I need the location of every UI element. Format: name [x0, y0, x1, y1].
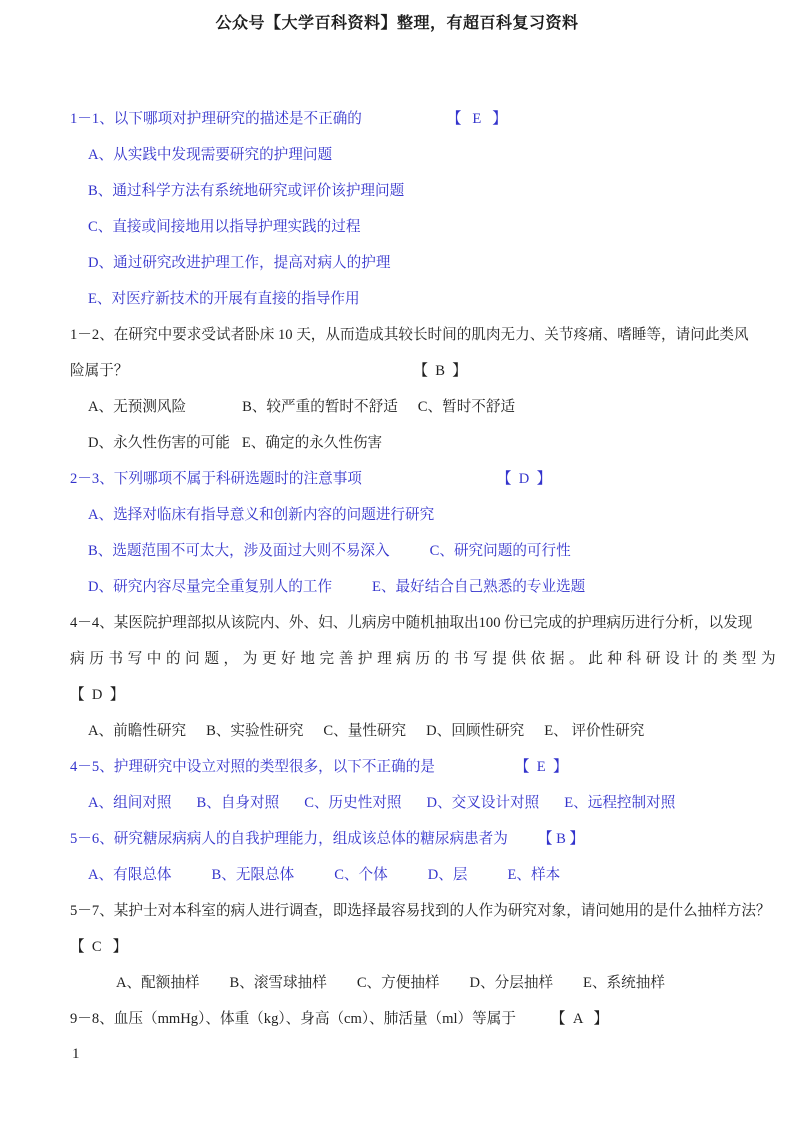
question-5-6-stem: 5－6、研究糖尿病病人的自我护理能力，组成该总体的糖尿病患者为: [70, 831, 508, 847]
question-5-7-option-e: E、系统抽样: [583, 975, 665, 991]
question-4-4-option-b: B、实验性研究: [206, 723, 304, 739]
question-1-1-stem: 1－1、以下哪项对护理研究的描述是不正确的: [70, 111, 362, 127]
question-2-3-option-e: E、最好结合自己熟悉的专业选题: [372, 579, 586, 595]
question-2-3-options-row-3: [70, 569, 776, 605]
question-4-4-option-d: D、回顾性研究: [426, 723, 525, 739]
question-1-1-option-b: B、通过科学方法有系统地研究或评价该护理问题: [88, 183, 405, 199]
question-2-3-answer-box: 【 D 】: [496, 471, 552, 487]
question-5-6-stem-line: [70, 821, 776, 857]
question-2-3-option-d: D、研究内容尽量完全重复别人的工作: [88, 579, 333, 595]
question-5-7-option-b: B、滚雪球抽样: [229, 975, 327, 991]
question-1-2-options-row-1: [70, 389, 776, 425]
question-4-5-option-d: D、交叉设计对照: [426, 795, 540, 811]
question-5-6-answer-box: 【 B 】: [537, 831, 585, 847]
question-1-2-options-row-2: [70, 425, 776, 461]
question-4-4-option-c: C、量性研究: [323, 723, 407, 739]
question-4-5-option-a: A、组间对照: [88, 795, 172, 811]
question-1-2-stem-line-1: 1－2、在研究中要求受试者卧床 10 天，从而造成其较长时间的肌肉无力、关节疼痛、嗜睡等，请问此类风: [70, 327, 749, 343]
question-4-4-option-e: E、 评价性研究: [544, 723, 645, 739]
question-5-6-options-row: [70, 857, 776, 893]
page-header: 公众号【大学百科资料】整理，有超百科复习资料: [215, 15, 579, 32]
question-5-7-option-d: D、分层抽样: [469, 975, 554, 991]
question-9-8-answer-box: 【 A 】: [550, 1011, 609, 1027]
question-1-2-answer-box: 【 B 】: [413, 363, 467, 379]
question-4-5-stem-line: [70, 749, 776, 785]
question-5-7-option-a: A、配额抽样: [116, 975, 200, 991]
question-5-7-answer-box: 【 C 】: [70, 939, 128, 955]
question-1-1-stem-line: [70, 101, 776, 137]
question-5-7-stem-line: 5－7、某护士对本科室的病人进行调查，即选择最容易找到的人作为研究对象，请问她用的是什么抽样方法？: [70, 903, 771, 919]
question-5-6-option-c: C、个体: [334, 867, 388, 883]
question-2-3-option-a: A、选择对临床有指导意义和创新内容的问题进行研究: [88, 507, 435, 523]
question-4-5-answer-box: 【 E 】: [514, 759, 568, 775]
page-number: 1: [72, 1046, 80, 1062]
question-5-6-option-b: B、无限总体: [211, 867, 295, 883]
question-1-2-option-c: C、暂时不舒适: [417, 399, 516, 415]
question-1-2-option-e: E、确定的永久性伤害: [241, 435, 383, 451]
question-4-5-option-e: E、远程控制对照: [564, 795, 676, 811]
question-2-3-options-row-2: [70, 533, 776, 569]
question-1-2-option-a: A、无预测风险: [88, 399, 187, 415]
question-5-7-option-c: C、方便抽样: [356, 975, 440, 991]
question-1-2-option-b: B、较严重的暂时不舒适: [242, 399, 398, 415]
question-1-1-option-d: D、通过研究改进护理工作，提高对病人的护理: [88, 255, 391, 271]
question-4-4-option-a: A、前瞻性研究: [88, 723, 187, 739]
question-list: [70, 101, 781, 1037]
question-1-2-stem-tail: 险属于？: [70, 363, 129, 379]
question-5-6-option-a: A、有限总体: [88, 867, 172, 883]
question-1-2-option-d: D、永久性伤害的可能: [88, 435, 230, 451]
question-4-4-answer-box: 【 D 】: [70, 687, 125, 703]
question-2-3-stem-line: [70, 461, 776, 497]
question-1-1-option-c: C、直接或间接地用以指导护理实践的过程: [88, 219, 361, 235]
question-2-3-stem: 2－3、下列哪项不属于科研选题时的注意事项: [70, 471, 362, 487]
question-4-5-options-row: [70, 785, 776, 821]
question-1-1-answer-box: 【 E 】: [446, 111, 507, 127]
question-9-8-stem: 9－8、血压（mmHg）、体重（kg）、身高（cm）、肺活量（ml）等属于: [70, 1011, 516, 1027]
question-5-7-options-row: [70, 965, 776, 1001]
question-4-5-stem: 4－5、护理研究中设立对照的类型很多，以下不正确的是: [70, 759, 435, 775]
question-9-8-stem-line: [70, 1001, 776, 1037]
question-1-1-option-e: E、对医疗新技术的开展有直接的指导作用: [88, 291, 360, 307]
question-4-5-option-b: B、自身对照: [196, 795, 280, 811]
question-5-6-option-e: E、样本: [507, 867, 561, 883]
question-4-5-option-c: C、历史性对照: [304, 795, 402, 811]
question-4-4-options-row: [70, 713, 776, 749]
question-4-4-stem-line-2: 病历书写中的问题，为更好地完善护理病历的书写提供依据。此种科研设计的类型为: [70, 651, 781, 667]
question-4-4-stem-line-1: 4－4、某医院护理部拟从该院内、外、妇、儿病房中随机抽取出100 份已完成的护理病历进行分析，以发现: [70, 615, 753, 631]
question-1-2-stem-line-2: [70, 353, 776, 389]
question-2-3-option-c: C、研究问题的可行性: [429, 543, 571, 559]
question-2-3-option-b: B、选题范围不可太大，涉及面过大则不易深入: [88, 543, 390, 559]
question-5-6-option-d: D、层: [427, 867, 468, 883]
question-1-1-option-a: A、从实践中发现需要研究的护理问题: [88, 147, 333, 163]
